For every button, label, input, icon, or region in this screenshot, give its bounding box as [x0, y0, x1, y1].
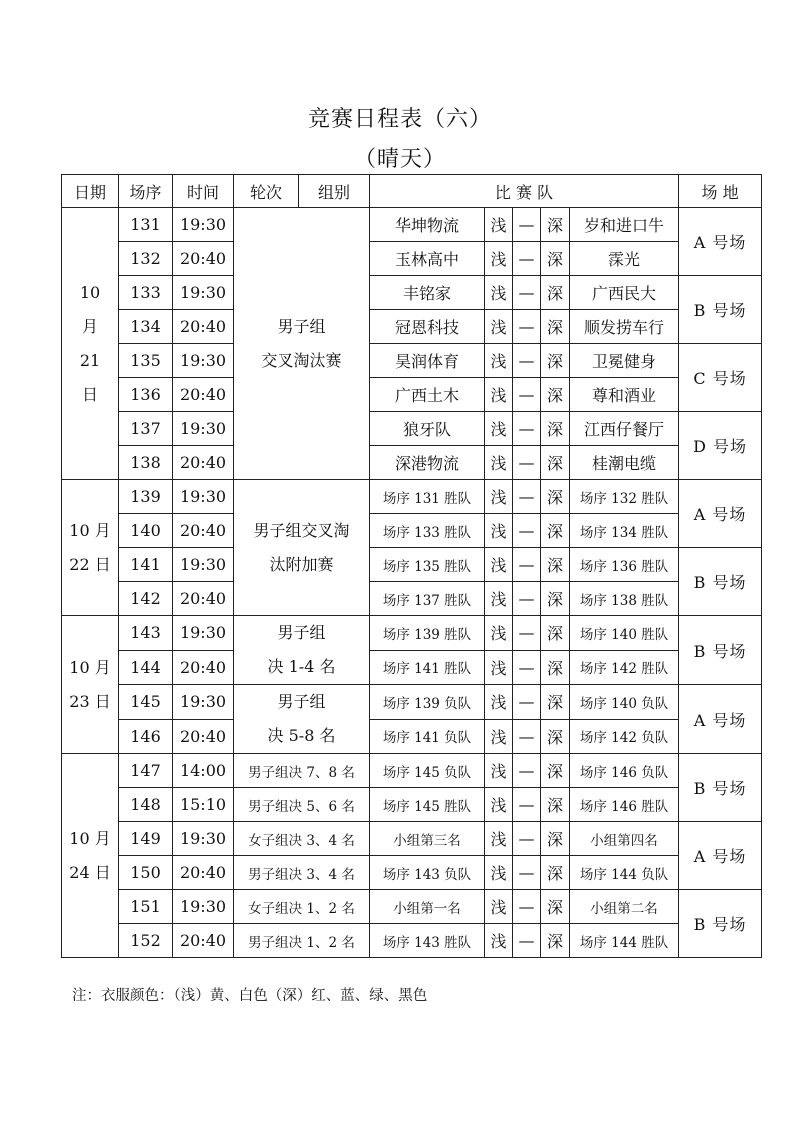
away-team: 广西民大	[570, 276, 679, 310]
jersey-dark: 深	[541, 788, 570, 822]
away-team: 小组第四名	[570, 822, 679, 856]
away-team: 霂光	[570, 242, 679, 276]
jersey-dash: —	[513, 310, 541, 344]
table-row	[62, 480, 762, 514]
table-row	[62, 719, 762, 754]
seq-cell: 140	[119, 514, 173, 548]
venue-cell: B 号场	[679, 616, 762, 685]
time-cell: 15:10	[173, 788, 234, 822]
jersey-dark: 深	[541, 242, 570, 276]
jersey-dash: —	[513, 788, 541, 822]
jersey-light: 浅	[485, 480, 513, 514]
away-team: 桂潮电缆	[570, 446, 679, 480]
venue-cell: B 号场	[679, 890, 762, 958]
jersey-dark: 深	[541, 276, 570, 310]
venue-cell: C 号场	[679, 344, 762, 412]
away-team: 场序 138 胜队	[570, 582, 679, 616]
schedule-body	[62, 208, 762, 958]
table-row	[62, 242, 762, 276]
jersey-light: 浅	[485, 890, 513, 924]
home-team: 场序 141 胜队	[370, 650, 485, 685]
jersey-dash: —	[513, 548, 541, 582]
jersey-light: 浅	[485, 242, 513, 276]
table-row	[62, 754, 762, 788]
jersey-dash: —	[513, 276, 541, 310]
jersey-light: 浅	[485, 378, 513, 412]
jersey-light: 浅	[485, 582, 513, 616]
jersey-dark: 深	[541, 754, 570, 788]
jersey-dash: —	[513, 890, 541, 924]
time-cell: 20:40	[173, 856, 234, 890]
table-row	[62, 208, 762, 242]
seq-cell: 145	[119, 685, 173, 720]
header-time: 时间	[173, 175, 234, 208]
table-row	[62, 344, 762, 378]
seq-cell: 148	[119, 788, 173, 822]
table-row	[62, 616, 762, 651]
venue-cell: D 号场	[679, 412, 762, 480]
venue-cell: B 号场	[679, 754, 762, 822]
home-team: 玉林高中	[370, 242, 485, 276]
away-team: 场序 144 胜队	[570, 924, 679, 958]
away-team: 场序 142 胜队	[570, 650, 679, 685]
home-team: 丰铭家	[370, 276, 485, 310]
table-row	[62, 548, 762, 582]
time-cell: 19:30	[173, 344, 234, 378]
jersey-dark: 深	[541, 344, 570, 378]
jersey-light: 浅	[485, 719, 513, 754]
venue-cell: B 号场	[679, 276, 762, 344]
home-team: 昊润体育	[370, 344, 485, 378]
jersey-dash: —	[513, 446, 541, 480]
round-cell: 男子组 决 5-8 名	[234, 685, 370, 754]
jersey-dash: —	[513, 924, 541, 958]
time-cell: 20:40	[173, 310, 234, 344]
jersey-dash: —	[513, 650, 541, 685]
home-team: 场序 139 胜队	[370, 616, 485, 651]
away-team: 江西仔餐厅	[570, 412, 679, 446]
away-team: 场序 144 负队	[570, 856, 679, 890]
jersey-dark: 深	[541, 582, 570, 616]
table-row	[62, 514, 762, 548]
jersey-light: 浅	[485, 446, 513, 480]
time-cell: 19:30	[173, 276, 234, 310]
away-team: 尊和酒业	[570, 378, 679, 412]
time-cell: 14:00	[173, 754, 234, 788]
time-cell: 20:40	[173, 719, 234, 754]
jersey-light: 浅	[485, 788, 513, 822]
home-team: 场序 131 胜队	[370, 480, 485, 514]
seq-cell: 137	[119, 412, 173, 446]
round-cell: 男子组 决 1-4 名	[234, 616, 370, 685]
time-cell: 19:30	[173, 616, 234, 651]
home-team: 狼牙队	[370, 412, 485, 446]
header-teams: 比 赛 队	[370, 175, 679, 208]
time-cell: 20:40	[173, 650, 234, 685]
jersey-dash: —	[513, 242, 541, 276]
table-row	[62, 378, 762, 412]
jersey-dash: —	[513, 822, 541, 856]
away-team: 场序 140 胜队	[570, 616, 679, 651]
seq-cell: 143	[119, 616, 173, 651]
round-cell: 男子组交叉淘 汰附加赛	[234, 480, 370, 616]
header-row	[62, 175, 762, 208]
table-row	[62, 822, 762, 856]
jersey-note: 注：衣服颜色：（浅）黄、白色（深）红、蓝、绿、黑色	[72, 988, 428, 1004]
jersey-dark: 深	[541, 378, 570, 412]
table-row	[62, 582, 762, 616]
home-team: 场序 137 胜队	[370, 582, 485, 616]
away-team: 顺发捞车行	[570, 310, 679, 344]
jersey-dark: 深	[541, 822, 570, 856]
date-cell: 10 月 22 日	[62, 480, 119, 616]
time-cell: 20:40	[173, 924, 234, 958]
home-team: 场序 141 负队	[370, 719, 485, 754]
time-cell: 19:30	[173, 548, 234, 582]
table-row	[62, 924, 762, 958]
jersey-dark: 深	[541, 856, 570, 890]
home-team: 场序 133 胜队	[370, 514, 485, 548]
jersey-light: 浅	[485, 412, 513, 446]
jersey-dark: 深	[541, 616, 570, 651]
round-cell: 男子组决 5、6 名	[234, 788, 370, 822]
round-cell: 男子组 交叉淘汰赛	[234, 208, 370, 480]
time-cell: 19:30	[173, 480, 234, 514]
table-row	[62, 310, 762, 344]
jersey-dash: —	[513, 412, 541, 446]
round-cell: 女子组决 1、2 名	[234, 890, 370, 924]
jersey-dash: —	[513, 480, 541, 514]
time-cell: 19:30	[173, 822, 234, 856]
seq-cell: 139	[119, 480, 173, 514]
header-round: 轮次	[234, 175, 299, 208]
table-row	[62, 890, 762, 924]
jersey-dark: 深	[541, 480, 570, 514]
home-team: 冠恩科技	[370, 310, 485, 344]
seq-cell: 152	[119, 924, 173, 958]
seq-cell: 136	[119, 378, 173, 412]
home-team: 小组第一名	[370, 890, 485, 924]
jersey-dark: 深	[541, 412, 570, 446]
jersey-dark: 深	[541, 548, 570, 582]
round-cell: 男子组决 3、4 名	[234, 856, 370, 890]
jersey-light: 浅	[485, 310, 513, 344]
jersey-light: 浅	[485, 650, 513, 685]
away-team: 小组第二名	[570, 890, 679, 924]
away-team: 卫冕健身	[570, 344, 679, 378]
venue-cell: A 号场	[679, 208, 762, 276]
time-cell: 20:40	[173, 514, 234, 548]
jersey-light: 浅	[485, 548, 513, 582]
round-cell: 女子组决 3、4 名	[234, 822, 370, 856]
jersey-light: 浅	[485, 754, 513, 788]
home-team: 场序 145 胜队	[370, 788, 485, 822]
jersey-dash: —	[513, 582, 541, 616]
jersey-light: 浅	[485, 616, 513, 651]
jersey-light: 浅	[485, 208, 513, 242]
jersey-dash: —	[513, 378, 541, 412]
home-team: 场序 143 胜队	[370, 924, 485, 958]
home-team: 场序 145 负队	[370, 754, 485, 788]
page-title: 竞赛日程表（六）	[307, 107, 492, 132]
header-date: 日期	[62, 175, 119, 208]
jersey-light: 浅	[485, 344, 513, 378]
jersey-dark: 深	[541, 446, 570, 480]
date-cell: 10 月 24 日	[62, 754, 119, 958]
jersey-dark: 深	[541, 924, 570, 958]
away-team: 岁和进口牛	[570, 208, 679, 242]
seq-cell: 144	[119, 650, 173, 685]
seq-cell: 147	[119, 754, 173, 788]
time-cell: 19:30	[173, 412, 234, 446]
venue-cell: A 号场	[679, 480, 762, 548]
table-row	[62, 446, 762, 480]
away-team: 场序 136 胜队	[570, 548, 679, 582]
table-row	[62, 276, 762, 310]
jersey-dash: —	[513, 616, 541, 651]
jersey-light: 浅	[485, 924, 513, 958]
time-cell: 19:30	[173, 208, 234, 242]
jersey-dark: 深	[541, 208, 570, 242]
seq-cell: 146	[119, 719, 173, 754]
seq-cell: 142	[119, 582, 173, 616]
jersey-dash: —	[513, 514, 541, 548]
seq-cell: 138	[119, 446, 173, 480]
jersey-dark: 深	[541, 890, 570, 924]
away-team: 场序 142 负队	[570, 719, 679, 754]
seq-cell: 149	[119, 822, 173, 856]
date-cell: 10 月 23 日	[62, 616, 119, 754]
home-team: 场序 135 胜队	[370, 548, 485, 582]
venue-cell: A 号场	[679, 822, 762, 890]
jersey-dark: 深	[541, 685, 570, 720]
round-cell: 男子组决 1、2 名	[234, 924, 370, 958]
away-team: 场序 146 胜队	[570, 788, 679, 822]
time-cell: 20:40	[173, 446, 234, 480]
round-cell: 男子组决 7、8 名	[234, 754, 370, 788]
jersey-dark: 深	[541, 514, 570, 548]
jersey-light: 浅	[485, 276, 513, 310]
away-team: 场序 134 胜队	[570, 514, 679, 548]
jersey-light: 浅	[485, 514, 513, 548]
home-team: 华坤物流	[370, 208, 485, 242]
jersey-dark: 深	[541, 310, 570, 344]
header-seq: 场序	[119, 175, 173, 208]
table-row	[62, 685, 762, 720]
jersey-dark: 深	[541, 650, 570, 685]
table-row	[62, 788, 762, 822]
time-cell: 20:40	[173, 242, 234, 276]
away-team: 场序 140 负队	[570, 685, 679, 720]
header-venue: 场 地	[679, 175, 762, 208]
jersey-dash: —	[513, 685, 541, 720]
jersey-dash: —	[513, 719, 541, 754]
jersey-light: 浅	[485, 822, 513, 856]
jersey-dash: —	[513, 344, 541, 378]
table-row	[62, 412, 762, 446]
jersey-light: 浅	[485, 856, 513, 890]
seq-cell: 133	[119, 276, 173, 310]
away-team: 场序 146 负队	[570, 754, 679, 788]
time-cell: 19:30	[173, 890, 234, 924]
home-team: 深港物流	[370, 446, 485, 480]
seq-cell: 132	[119, 242, 173, 276]
seq-cell: 134	[119, 310, 173, 344]
table-row	[62, 650, 762, 685]
table-row	[62, 856, 762, 890]
seq-cell: 135	[119, 344, 173, 378]
seq-cell: 150	[119, 856, 173, 890]
home-team: 广西土木	[370, 378, 485, 412]
venue-cell: B 号场	[679, 548, 762, 616]
home-team: 场序 139 负队	[370, 685, 485, 720]
seq-cell: 151	[119, 890, 173, 924]
home-team: 小组第三名	[370, 822, 485, 856]
jersey-dash: —	[513, 208, 541, 242]
time-cell: 20:40	[173, 378, 234, 412]
away-team: 场序 132 胜队	[570, 480, 679, 514]
seq-cell: 141	[119, 548, 173, 582]
date-cell: 10 月 21 日	[62, 208, 119, 480]
jersey-light: 浅	[485, 685, 513, 720]
header-group: 组别	[299, 175, 370, 208]
jersey-dash: —	[513, 754, 541, 788]
time-cell: 20:40	[173, 582, 234, 616]
venue-cell: A 号场	[679, 685, 762, 754]
page-subtitle: （晴天）	[353, 147, 446, 172]
seq-cell: 131	[119, 208, 173, 242]
jersey-dark: 深	[541, 719, 570, 754]
jersey-dash: —	[513, 856, 541, 890]
schedule-table	[61, 174, 762, 958]
time-cell: 19:30	[173, 685, 234, 720]
home-team: 场序 143 负队	[370, 856, 485, 890]
